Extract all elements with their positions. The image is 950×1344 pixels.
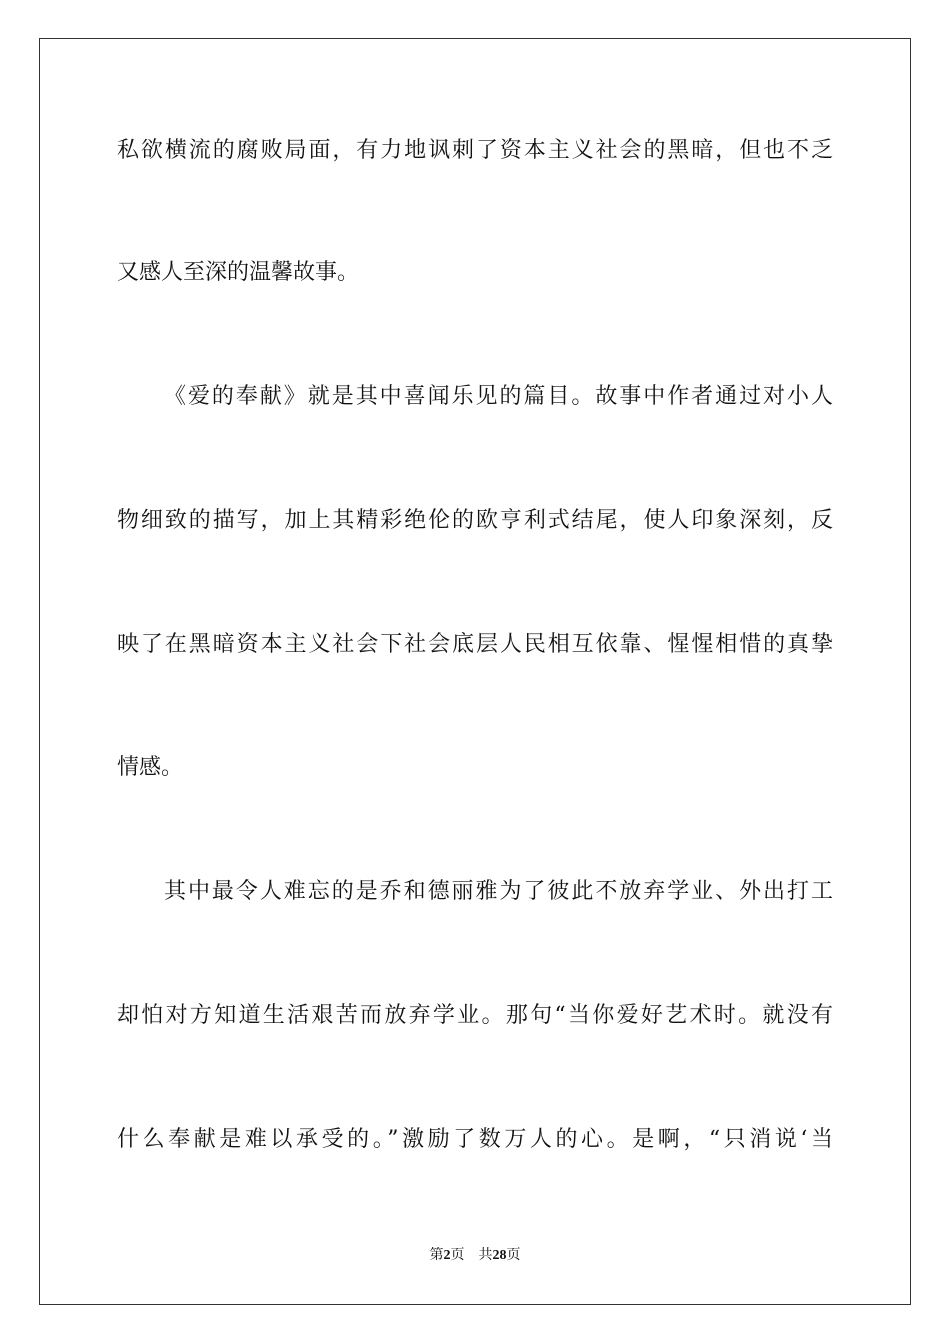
total-pages: 28: [492, 1248, 507, 1263]
total-unit: 页: [506, 1248, 521, 1263]
text-line: 物细致的描写，加上其精彩绝伦的欧亨利式结尾，使人印象深刻，反: [117, 508, 833, 533]
total-prefix: 共: [478, 1248, 493, 1263]
text-line: 却怕对方知道生活艰苦而放弃学业。那句“当你爱好艺术时。就没有: [117, 1003, 833, 1028]
text-line: 又感人至深的温馨故事。: [117, 260, 360, 285]
page-unit: 页: [450, 1248, 465, 1263]
page-footer: [0, 1246, 950, 1266]
text-line: 《爱的奉献》就是其中喜闻乐见的篇目。故事中作者通过对小人: [164, 384, 833, 409]
text-line: 情感。: [117, 755, 184, 780]
text-line: 其中最令人难忘的是乔和德丽雅为了彼此不放弃学业、外出打工: [164, 879, 833, 904]
page-number: 2: [443, 1248, 451, 1263]
text-line: 映了在黑暗资本主义社会下社会底层人民相互依靠、惺惺相惜的真挚: [117, 632, 833, 657]
page-prefix: 第: [429, 1248, 444, 1263]
page-border: [39, 38, 911, 1305]
text-line: 私欲横流的腐败局面，有力地讽刺了资本主义社会的黑暗，但也不乏: [117, 138, 833, 163]
text-line: 什么奉献是难以承受的。”激励了数万人的心。是啊，“只消说‘当: [117, 1127, 833, 1152]
